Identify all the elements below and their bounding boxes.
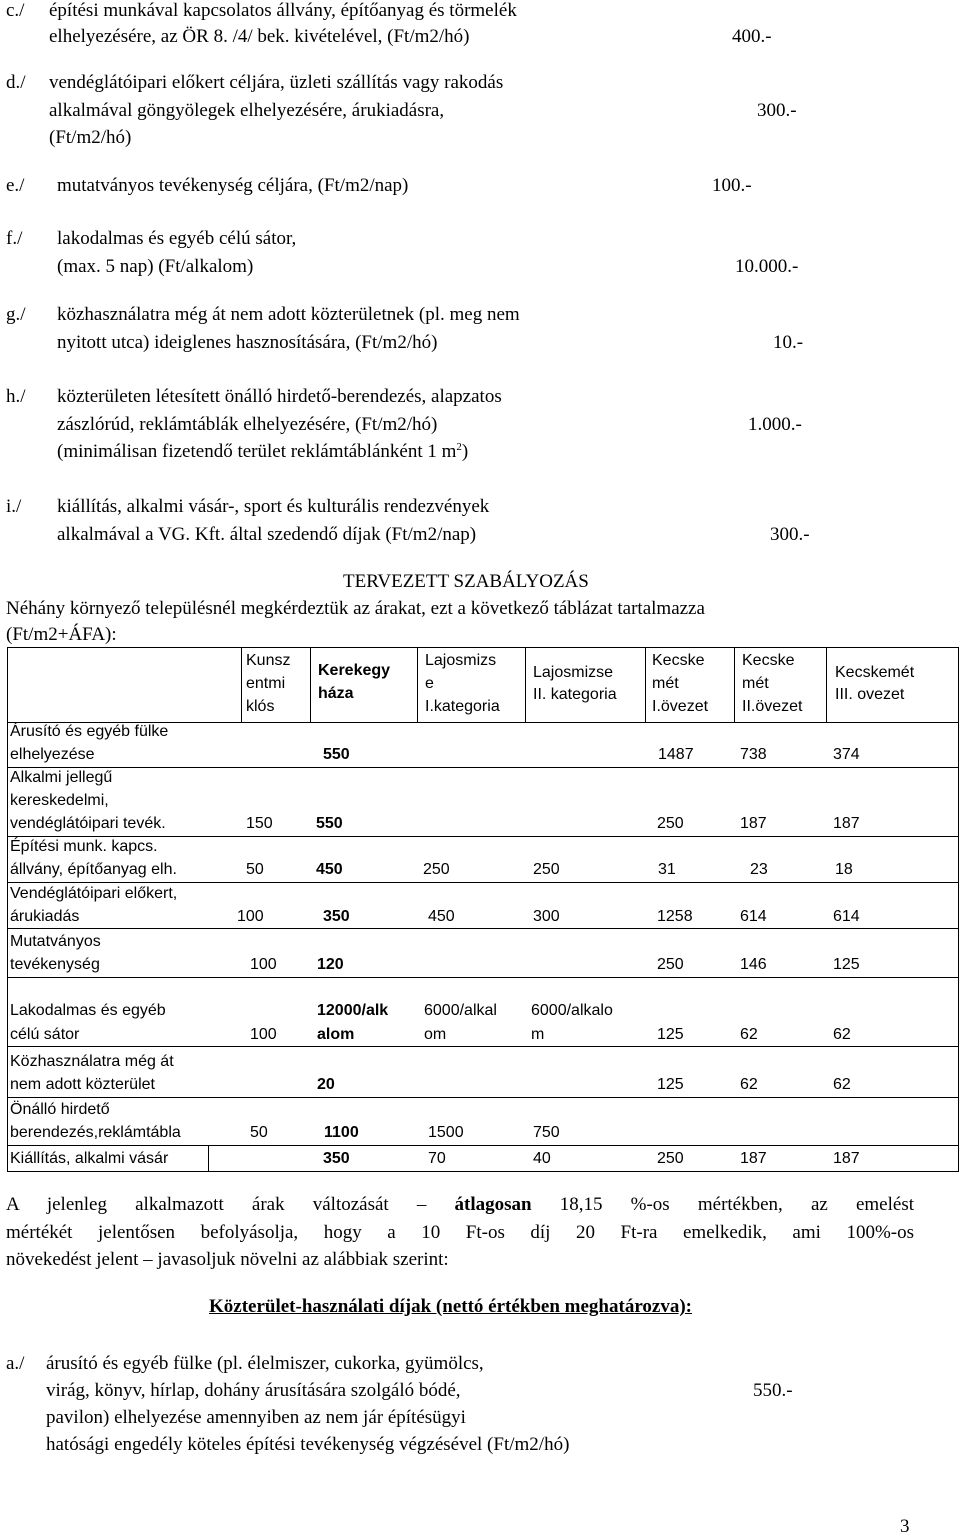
cell-value: 120 bbox=[317, 956, 344, 973]
row-label: elhelyezése bbox=[10, 746, 95, 763]
row-label: Kiállítás, alkalmi vásár bbox=[10, 1150, 169, 1167]
item-price: 400.- bbox=[732, 26, 772, 47]
row-label: célú sátor bbox=[10, 1026, 80, 1043]
item-text-line: közhasználatra még át nem adott közterületnek (pl. meg nem bbox=[57, 304, 520, 325]
cell-value: 250 bbox=[657, 815, 684, 832]
cell-value: 70 bbox=[428, 1150, 446, 1167]
row-label: árukiadás bbox=[10, 908, 80, 925]
row-label: kereskedelmi, bbox=[10, 792, 109, 809]
item-text-line: virág, könyv, hírlap, dohány árusítására szolgáló bódé, bbox=[46, 1380, 461, 1401]
cell-value: 187 bbox=[833, 1150, 860, 1167]
item-text-line: nyitott utca) ideiglenes hasznosítására, (Ft/m2/hó) bbox=[57, 332, 438, 353]
cell-value: 614 bbox=[833, 908, 860, 925]
row-label: Alkalmi jellegű bbox=[10, 769, 113, 786]
row-label: vendéglátóipari tevék. bbox=[10, 815, 166, 832]
row-label: állvány, építőanyag elh. bbox=[10, 861, 177, 878]
item-text-line: pavilon) elhelyezése amennyiben az nem jár építésügyi bbox=[46, 1407, 466, 1428]
cell-value: 40 bbox=[533, 1150, 551, 1167]
item-text-line: alkalmával göngyölegek elhelyezésére, árukiadásra, bbox=[49, 100, 445, 121]
row-label: Építési munk. kapcs. bbox=[10, 838, 158, 855]
cell-value: 100 bbox=[237, 908, 264, 925]
item-label: f./ bbox=[6, 228, 23, 249]
item-label: d./ bbox=[6, 72, 26, 93]
item-label: e./ bbox=[6, 175, 25, 196]
cell-value: 50 bbox=[246, 861, 264, 878]
fees-heading: Közterület-használati díjak (nettó értékben meghatározva): bbox=[209, 1296, 692, 1317]
cell-value: 125 bbox=[657, 1076, 684, 1093]
item-text-line: (minimálisan fizetendő terület reklámtáblánként 1 $m^2$) bbox=[57, 441, 469, 462]
cell-value: 50 bbox=[250, 1124, 268, 1141]
row-label: nem adott közterület bbox=[10, 1076, 155, 1093]
row-label: Önálló hirdető bbox=[10, 1101, 110, 1118]
item-text-line: (max. 5 nap) (Ft/alkalom) bbox=[57, 256, 254, 277]
cell-value: 150 bbox=[246, 815, 273, 832]
item-text-line: mutatványos tevékenység céljára, (Ft/m2/nap) bbox=[57, 175, 409, 196]
item-text-line: zászlórúd, reklámtáblák elhelyezésére, (Ft/m2/hó) bbox=[57, 414, 438, 435]
item-price: 300.- bbox=[770, 524, 810, 545]
cell-value: 450 bbox=[428, 908, 455, 925]
cell-value: 550 bbox=[316, 815, 343, 832]
cell-value: 738 bbox=[740, 746, 767, 763]
cell-value: 450 bbox=[316, 861, 343, 878]
cell-value: 100 bbox=[250, 1026, 277, 1043]
item-text-line: közterületen létesített önálló hirdető-berendezés, alapzatos bbox=[57, 386, 502, 407]
cell-value: 1258 bbox=[657, 908, 693, 925]
cell-value: 18 bbox=[835, 861, 853, 878]
item-price: 300.- bbox=[757, 100, 797, 121]
item-label: i./ bbox=[6, 496, 22, 517]
superscript: 2 bbox=[456, 441, 462, 453]
cell-value: 550 bbox=[323, 746, 350, 763]
item-text-line: vendéglátóipari előkert céljára, üzleti szállítás vagy rakodás bbox=[49, 72, 504, 93]
cell-value: 146 bbox=[740, 956, 767, 973]
item-label: g./ bbox=[6, 304, 26, 325]
row-label: Árusító és egyéb fülke bbox=[10, 723, 169, 740]
row-label: tevékenység bbox=[10, 956, 100, 973]
item-price: 550.- bbox=[753, 1380, 793, 1401]
price-comparison-table: Kunsz entmi klós Kerekegy háza Lajosmizs e I.kategoria Lajosmizse II. kategoria Kecske mét I.övezet Kecske mét II.övezet Kecskemét III. ovezet Árusító és egyéb fülke elhelyezése 550 1487 738 374 Alkalmi jellegű kereskedelmi, vendéglátóipari tevék. 150 550 250 187 187 Építési munk. kapcs. állvány, építőanyag elh. 50 450 250 250 31 23 18 Vendéglátóipari előkert, árukiadás 100 350 450 300 1258 614 614 Mutatványos tevékenység 100 120 250 146 125 Lakodalmas és egyéb célú sátor 100 12000/alk alom 6000/alkal om 6000/alkalo m 125 62 62 Közhasználatra még át nem adott közterület 20 125 62 62 Önálló hirdető berendezés,reklámtábla 50 1100 1500 750 Kiállítás, alkalmi vásár 350 70 40 250 187 187 bbox=[7, 647, 959, 1172]
cell-value: 350 bbox=[323, 908, 350, 925]
cell-value: 614 bbox=[740, 908, 767, 925]
cell-value: 23 bbox=[750, 861, 768, 878]
item-price: 10.- bbox=[773, 332, 804, 353]
page-number: 3 bbox=[900, 1516, 910, 1537]
item-price: 10.000.- bbox=[735, 256, 799, 277]
item-label: a./ bbox=[6, 1353, 25, 1374]
item-text-line: alkalmával a VG. Kft. által szedendő díjak (Ft/m2/nap) bbox=[57, 524, 477, 545]
cell-value: 750 bbox=[533, 1124, 560, 1141]
cell-value: 62 bbox=[740, 1026, 758, 1043]
cell-value: 20 bbox=[317, 1076, 335, 1093]
item-text-line: elhelyezésére, az ÖR 8. /4/ bek. kivételével, (Ft/m2/hó) bbox=[49, 26, 470, 47]
row-label: berendezés,reklámtábla bbox=[10, 1124, 181, 1141]
cell-value: 62 bbox=[833, 1076, 851, 1093]
cell-value: 6000/alkal bbox=[424, 1002, 497, 1019]
cell-value: 187 bbox=[833, 815, 860, 832]
item-label: h./ bbox=[6, 386, 26, 407]
item-text-line: árusító és egyéb fülke (pl. élelmiszer, cukorka, gyümölcs, bbox=[46, 1353, 484, 1374]
item-text-line: kiállítás, alkalmi vásár-, sport és kulturális rendezvények bbox=[57, 496, 490, 517]
cell-value: 6000/alkalo bbox=[531, 1002, 613, 1019]
paragraph-line: mértékét jelentősen befolyásolja, hogy a 10 Ft-os díj 20 Ft-ra emelkedik, ami 100%-os bbox=[6, 1222, 914, 1243]
cell-value: 374 bbox=[833, 746, 860, 763]
cell-value: alom bbox=[317, 1026, 355, 1043]
cell-value: 100 bbox=[250, 956, 277, 973]
cell-value: 62 bbox=[833, 1026, 851, 1043]
cell-value: 1487 bbox=[658, 746, 694, 763]
row-label: Lakodalmas és egyéb bbox=[10, 1002, 166, 1019]
item-text-line: hatósági engedély köteles építési tevékenység végzésével (Ft/m2/hó) bbox=[46, 1434, 570, 1455]
row-label: Mutatványos bbox=[10, 933, 101, 950]
paragraph-line: A jelenleg alkalmazott árak változását – átlagosan 18,15 %-os mértékben, az emelést bbox=[6, 1194, 914, 1215]
intro-line: (Ft/m2+ÁFA): bbox=[6, 624, 117, 645]
row-label: Vendéglátóipari előkert, bbox=[10, 885, 178, 902]
cell-value: m bbox=[531, 1026, 545, 1043]
cell-value: 187 bbox=[740, 1150, 767, 1167]
cell-value: 125 bbox=[657, 1026, 684, 1043]
cell-value: 250 bbox=[423, 861, 450, 878]
cell-value: 1500 bbox=[428, 1124, 464, 1141]
draft-heading: TERVEZETT SZABÁLYOZÁS bbox=[343, 571, 589, 592]
cell-value: 300 bbox=[533, 908, 560, 925]
cell-value: 1100 bbox=[324, 1124, 359, 1141]
paragraph-line: növekedést jelent – javasoljuk növelni az alábbiak szerint: bbox=[6, 1249, 449, 1270]
item-text-line: lakodalmas és egyéb célú sátor, bbox=[57, 228, 297, 249]
item-label: c./ bbox=[6, 0, 25, 21]
item-text-line: (Ft/m2/hó) bbox=[49, 127, 132, 148]
cell-value: om bbox=[424, 1026, 447, 1043]
cell-value: 31 bbox=[658, 861, 676, 878]
cell-value: 187 bbox=[740, 815, 767, 832]
cell-value: 125 bbox=[833, 956, 860, 973]
cell-value: 62 bbox=[740, 1076, 758, 1093]
item-price: 100.- bbox=[712, 175, 752, 196]
cell-value: 250 bbox=[533, 861, 560, 878]
cell-value: 250 bbox=[657, 1150, 684, 1167]
intro-line: Néhány környező településnél megkérdeztük az árakat, ezt a következő táblázat tartalmazza bbox=[6, 598, 705, 619]
cell-value: 12000/alk bbox=[317, 1002, 389, 1019]
item-price: 1.000.- bbox=[748, 414, 802, 435]
cell-value: 350 bbox=[323, 1150, 350, 1167]
item-text-line: építési munkával kapcsolatos állvány, építőanyag és törmelék bbox=[49, 0, 517, 21]
cell-value: 250 bbox=[657, 956, 684, 973]
row-label: Közhasználatra még át bbox=[10, 1053, 174, 1070]
